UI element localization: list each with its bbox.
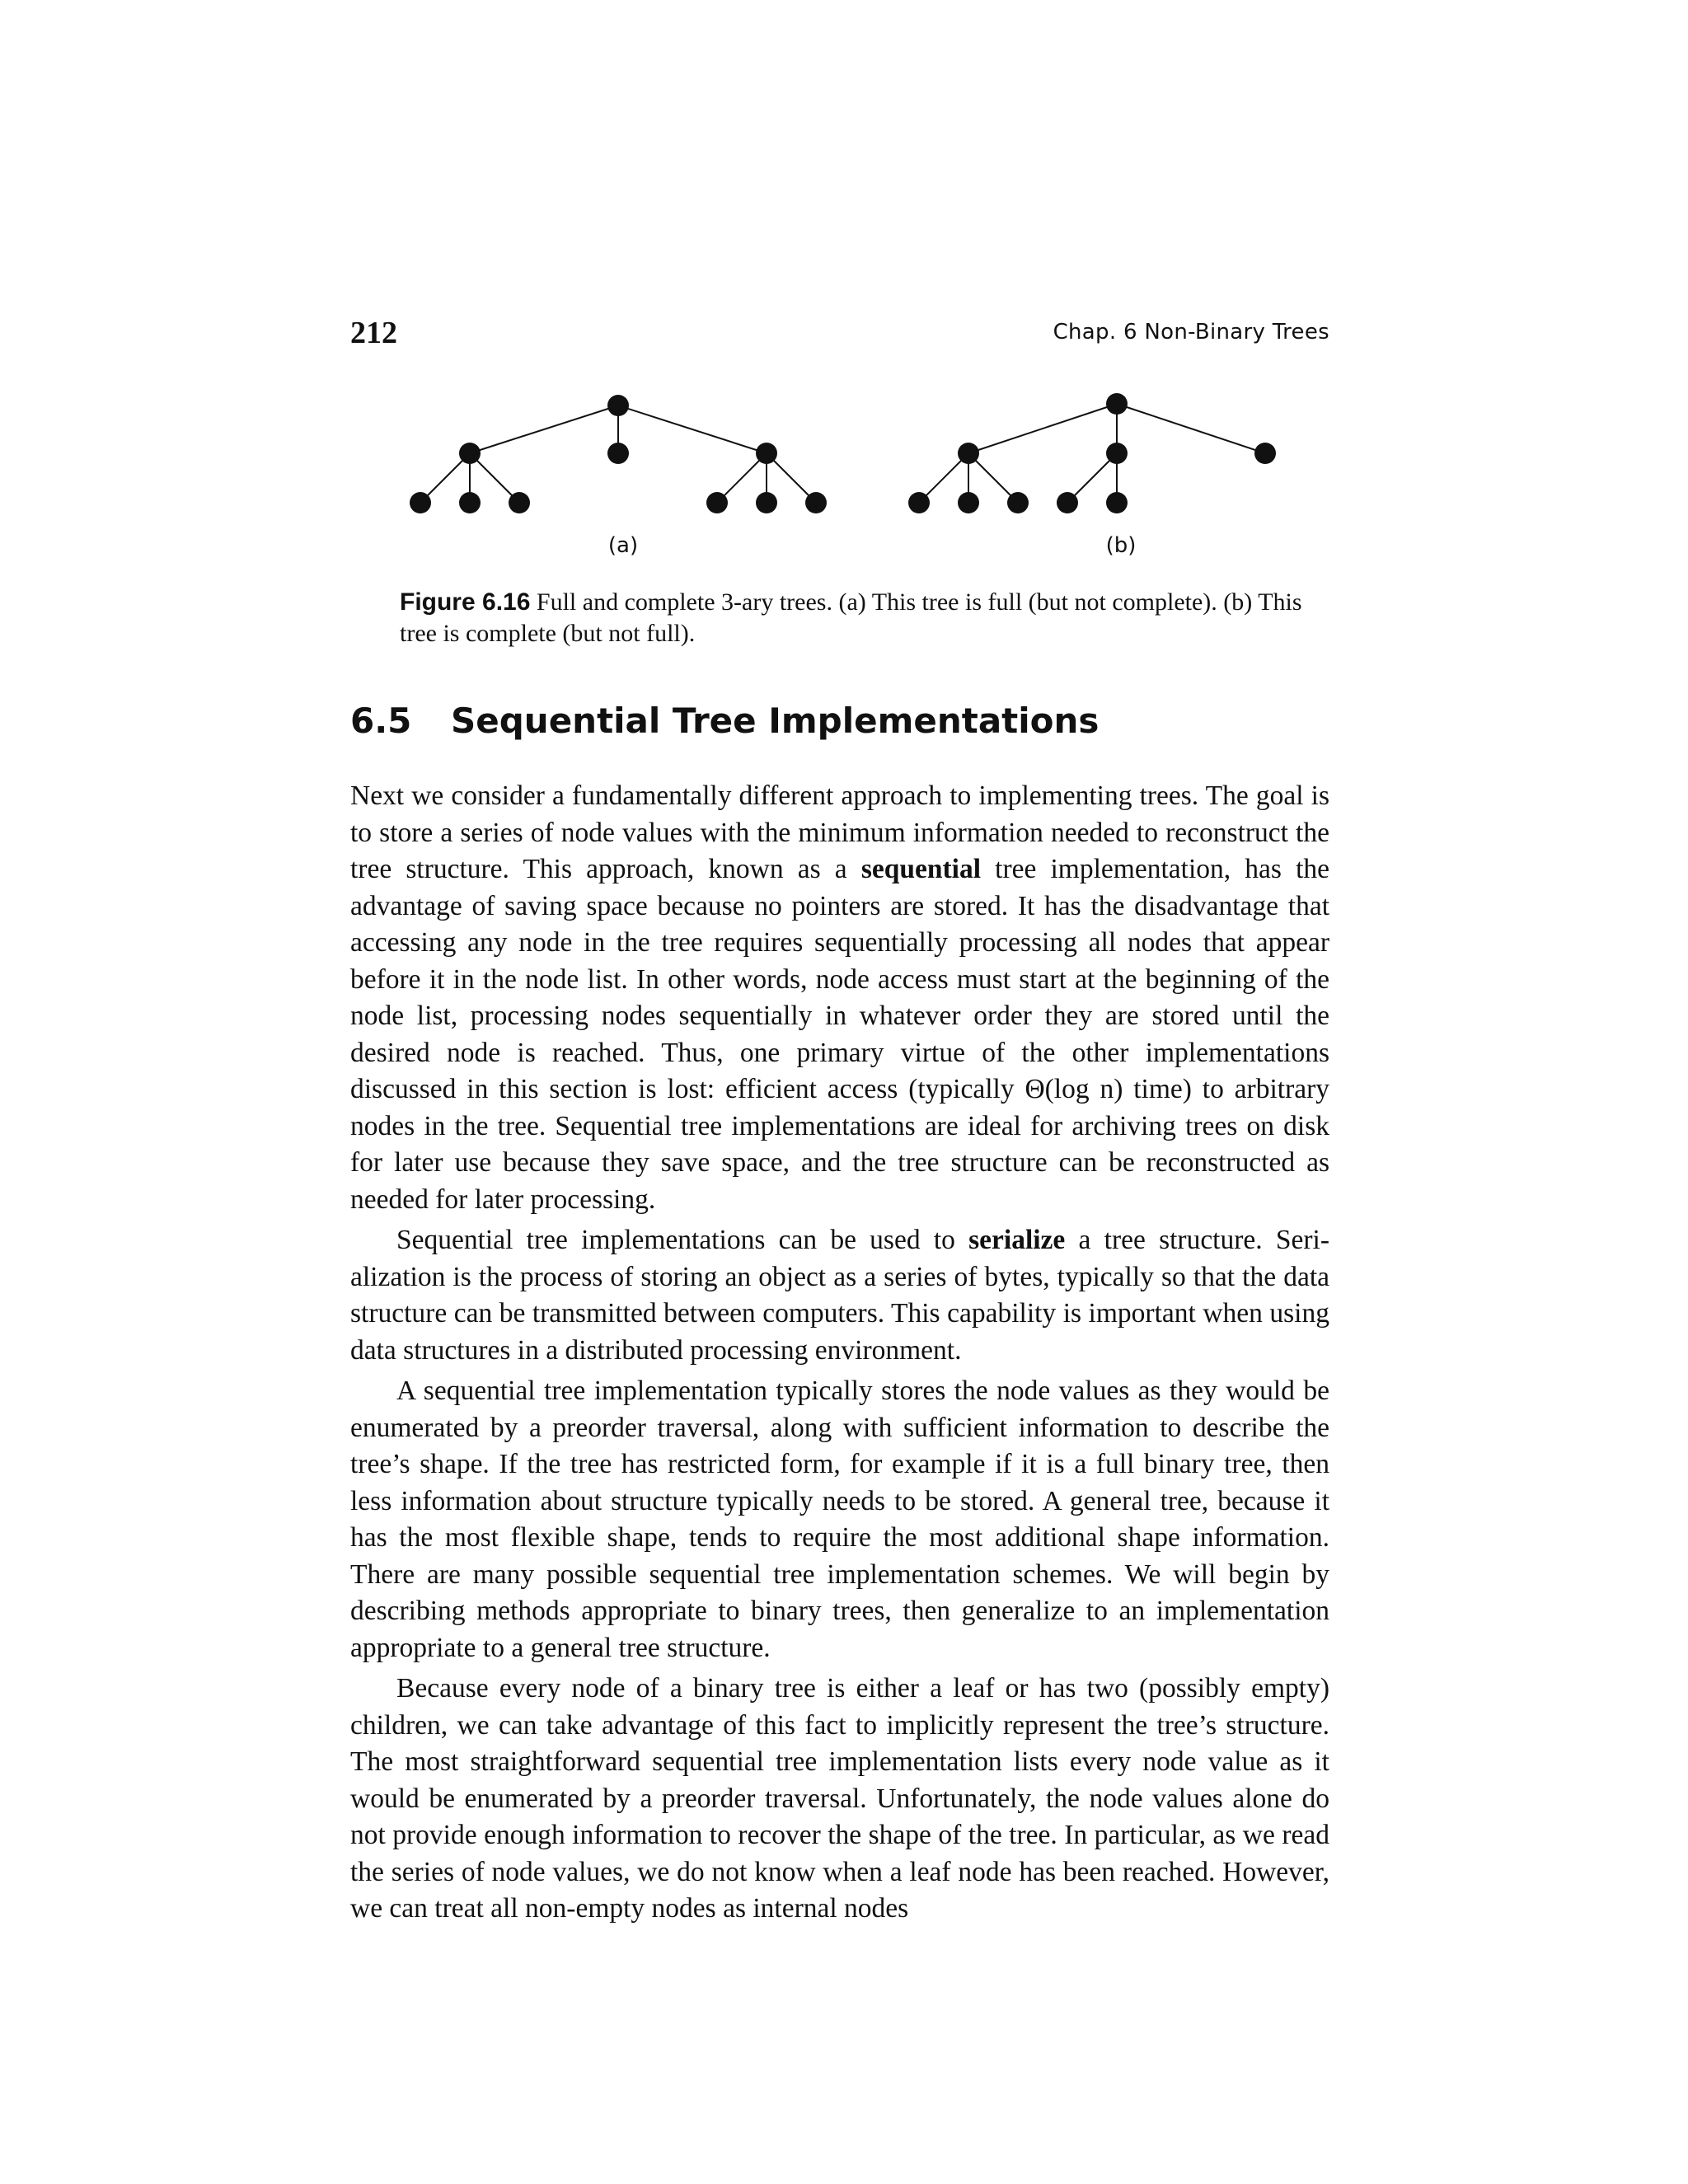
section-number: 6.5 bbox=[350, 701, 412, 741]
paragraph-text: tree implementation, has the advantage of saving space because no pointers are stored. It has the disadvantage that accessing any node in the tree requires sequentially processing all nodes that appear before it in the node list. In other words, node access must start at the beginning of the node list, processing nodes sequentially in whatever order they are stored until the desired node is reached. Thus, one primary virtue of the other implementations discussed in this section is lost: efficient access (typically bbox=[350, 854, 1329, 1104]
paragraph-text: time) to arbitrary nodes in the tree. Sequential tree implementations are ideal for archiving trees on disk for later use because they save space, and the tree structure can be reconstructed as needed for later processing. bbox=[350, 1074, 1330, 1215]
page-number: 212 bbox=[350, 316, 397, 350]
term-sequential: sequential bbox=[860, 854, 982, 884]
paragraph bbox=[350, 1222, 1329, 1369]
tree-b-root bbox=[1106, 393, 1128, 415]
tree-b-leaf bbox=[908, 492, 930, 513]
tree-b-leaf bbox=[1057, 492, 1078, 513]
tree-b-node bbox=[1106, 443, 1128, 464]
tree-a-node bbox=[607, 443, 629, 464]
tree-b-leaf bbox=[1007, 492, 1029, 513]
figure-3-ary-trees bbox=[396, 387, 1302, 569]
tree-b-nodes bbox=[908, 393, 1276, 513]
tree-a-root bbox=[607, 395, 629, 416]
caption-text: Full and complete 3-ary trees. (a) This tree is full (but not complete). (b) This tree is complete (but not full). bbox=[400, 588, 1302, 647]
tree-b-leaf bbox=[1106, 492, 1128, 513]
caption-number: Figure 6.16 bbox=[400, 588, 531, 616]
tree-a-node bbox=[756, 443, 777, 464]
paragraph bbox=[350, 778, 1329, 1218]
math-theta-log-n: Θ(log n) bbox=[1025, 1074, 1123, 1104]
figure-label-a: (a) bbox=[607, 533, 639, 558]
tree-diagram bbox=[396, 387, 1302, 569]
tree-a-leaf bbox=[509, 492, 530, 513]
tree-b-node bbox=[958, 443, 979, 464]
tree-a-node bbox=[459, 443, 481, 464]
running-head bbox=[350, 315, 1329, 356]
tree-a-leaf bbox=[459, 492, 481, 513]
tree-b-leaf bbox=[1254, 443, 1276, 464]
chapter-title: Chap. 6 Non-Binary Trees bbox=[1053, 320, 1329, 344]
section-heading bbox=[350, 701, 1099, 741]
paragraph-text: Sequential tree implementations can be used to bbox=[396, 1225, 969, 1255]
paragraph-text: a tree structure. Serialization is the process of storing an object as a series of bytes, typically so that the data structure can be transmitted between computers. This capability is important when using data structures in a distributed processing environment. bbox=[350, 1225, 1329, 1366]
tree-b-leaf bbox=[958, 492, 979, 513]
paragraph: A sequential tree implementation typically stores the node values as they would be enumerated by a preorder traversal, along with sufficient information to describe the tree’s shape. If the tree has restricted form, for example if it is a full binary tree, then less information about structure typically needs to be stored. A general tree, because it has the most flexible shape, tends to require the most additional shape information. There are many possible sequential tree implementation schemes. We will begin by describing methods appropriate to binary trees, then generalize to an implementation appropriate to a general tree structure. bbox=[350, 1376, 1329, 1663]
tree-a-leaf bbox=[410, 492, 431, 513]
tree-a-leaf bbox=[756, 492, 777, 513]
figure-label-b: (b) bbox=[1105, 533, 1137, 558]
tree-a-leaf bbox=[805, 492, 827, 513]
section-title: Sequential Tree Implementations bbox=[451, 701, 1100, 741]
term-serialize: serialize bbox=[968, 1225, 1066, 1255]
tree-a-nodes bbox=[410, 395, 827, 513]
tree-a-leaf bbox=[706, 492, 728, 513]
body-text bbox=[350, 778, 1329, 1932]
paragraph: Because every node of a binary tree is either a leaf or has two (possibly empty) children, we can take advantage of this fact to implicitly represent the tree’s structure. The most straightforward sequential tree implementation lists every node value as it would be enumerated by a preorder traversal. Unfortunately, the node values alone do not provide enough information to recover the shape of the tree. In particular, as we read the series of node values, we do not know when a leaf node has been reached. However, we can treat all non-empty nodes as internal nodes bbox=[350, 1673, 1329, 1924]
paragraph-text: Next we consider a fundamentally different approach to implementing trees. The goal is to store a series of node values with the minimum information needed to reconstruct the tree structure. This approach, known as a bbox=[350, 780, 1329, 884]
figure-caption bbox=[400, 587, 1315, 649]
